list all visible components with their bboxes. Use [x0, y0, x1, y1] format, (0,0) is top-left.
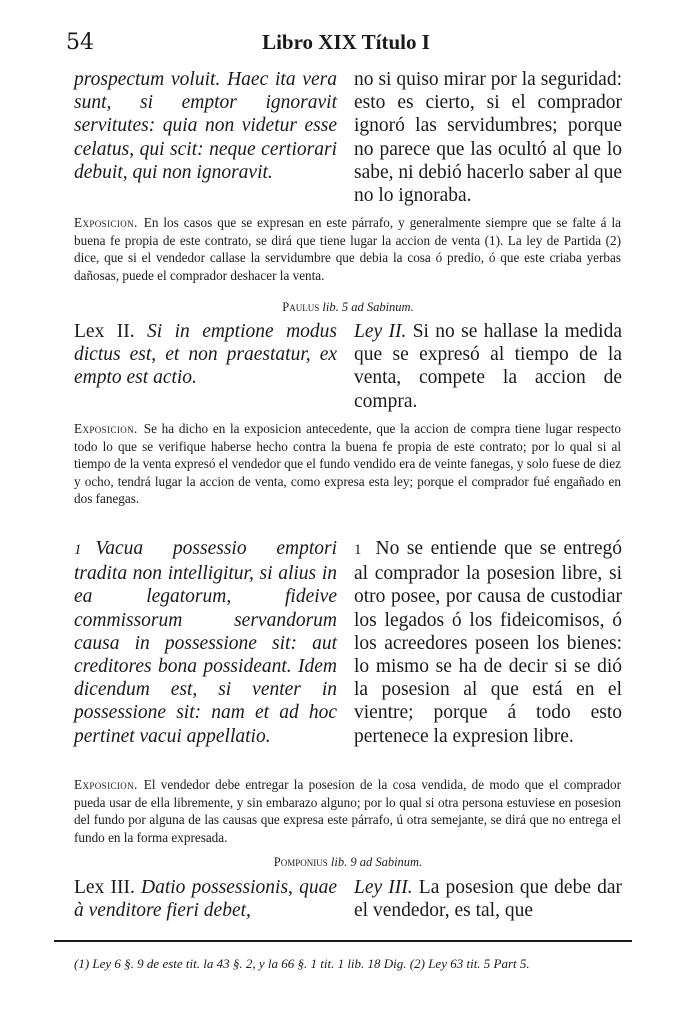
footnote: (1) Ley 6 §. 9 de este tit. la 43 §. 2, y la 66 §. 1 tit. 1 lib. 18 Dig. (2) Ley 63 tit. 5 Part 5.	[74, 956, 530, 971]
footnote-rule	[54, 940, 632, 942]
exposicion-text: Se ha dicho en la exposicion antecedente, que la accion de compra tiene lugar respecto todo lo que se verifique haberse hecho contra la buena fe propia de este contrato; por lo qual si al tiempo de la venta expresó el vendedor que el fundo vendido era de veinte fanegas, y solo fuese de diez y ocho, tendrá lugar la accion de venta, como expresa esta ley; porque el comprador fué engañado en dos fanegas.	[74, 421, 621, 507]
running-head: Libro XIX Título I	[262, 30, 430, 54]
spanish-body: La posesion que debe dar el vendedor, es tal, que	[354, 877, 623, 922]
latin-body: Vacua possessio emptori tradita non intelligitur, si alius in ea legatorum, fideive commissorum servandorum causa in possessione sit: aut creditores bona possideant. Idem dicendum est, si venter in possessione sit: nam et ad hoc pertinet vacui appellatio.	[74, 538, 337, 747]
spanish-text	[354, 876, 622, 922]
exposicion-2	[74, 420, 621, 508]
source-author: Pomponius	[273, 855, 328, 869]
latin-text	[74, 320, 337, 413]
source-citation-1	[74, 300, 622, 315]
spanish-text	[354, 320, 622, 413]
lex-label: Lex II.	[74, 321, 135, 342]
latin-text	[74, 876, 337, 922]
exposicion-label: Exposicion.	[74, 777, 138, 792]
source-reference: lib. 5 ad Sabinum.	[322, 300, 414, 314]
lex-2	[74, 320, 622, 413]
source-author: Paulus	[282, 300, 320, 314]
lex-label: Lex III.	[74, 877, 135, 898]
exposicion-3	[74, 776, 621, 846]
paragraph-number: 1	[74, 542, 82, 558]
latin-text: prospectum voluit. Haec ita vera sunt, si emptor ignoravit servitutes: quia non videtur esse celatus, qui scit: neque certiorari debuit, qui non ignoravit.	[74, 69, 337, 183]
latin-body: Datio possessionis, quae à venditore fieri debet,	[74, 877, 337, 922]
page-number: 54	[66, 30, 94, 55]
latin-body: Si in emptione modus dictus est, et non praestatur, ex empto est actio.	[74, 321, 338, 389]
exposicion-label: Exposicion.	[74, 215, 138, 230]
page-header	[66, 30, 626, 60]
lex-3	[74, 876, 622, 922]
spanish-text	[354, 537, 622, 748]
exposicion-label: Exposicion.	[74, 421, 138, 436]
ley-label: Ley III.	[354, 877, 413, 898]
section-1	[74, 68, 622, 207]
spanish-body: No se entiende que se entregó al comprador la posesion libre, si otro posee, por causa de custodiar los legados ó los fideicomisos, ó los acreedores poseen los bienes: lo mismo se ha de decir si se dió la posesion al que está en el vientre; porque á todo esto pertenece la expresion libre.	[354, 538, 622, 747]
latin-text	[74, 537, 337, 748]
exposicion-1	[74, 214, 621, 284]
source-citation-2	[74, 855, 622, 870]
paragraph-number: 1	[354, 542, 362, 558]
section-3	[74, 537, 622, 748]
source-reference: lib. 9 ad Sabinum.	[330, 855, 423, 869]
exposicion-text: El vendedor debe entregar la posesion de la cosa vendida, de modo que el comprador pueda usar de ella libremente, y sin embarazo alguno; por lo qual si otra persona estuviese en posesion del fundo por alguna de las causas que expresa este párrafo, ú otra semejante, se dirá que no entrega el fundo en la forma expresada.	[74, 777, 621, 845]
spanish-body: Si no se hallase la medida que se expresó al tiempo de la venta, compete la accion de compra.	[354, 321, 622, 412]
ley-label: Ley II.	[354, 321, 407, 342]
spanish-text: no si quiso mirar por la seguridad: esto es cierto, si el comprador ignoró las servidumbres; porque no parece que las ocultó al que lo sabe, ni debió hacerlo saber al que no lo ignoraba.	[354, 69, 623, 207]
exposicion-text: En los casos que se expresan en este párrafo, y generalmente siempre que se falte á la buena fe propia de este contrato, se dirá que tiene lugar la accion de venta (1). La ley de Partida (2) dice, que si el vendedor callase la servidumbre que debia la cosa ó predio, ó que este criaba yerbas dañosas, puede el comprador deshacer la venta.	[74, 215, 621, 283]
